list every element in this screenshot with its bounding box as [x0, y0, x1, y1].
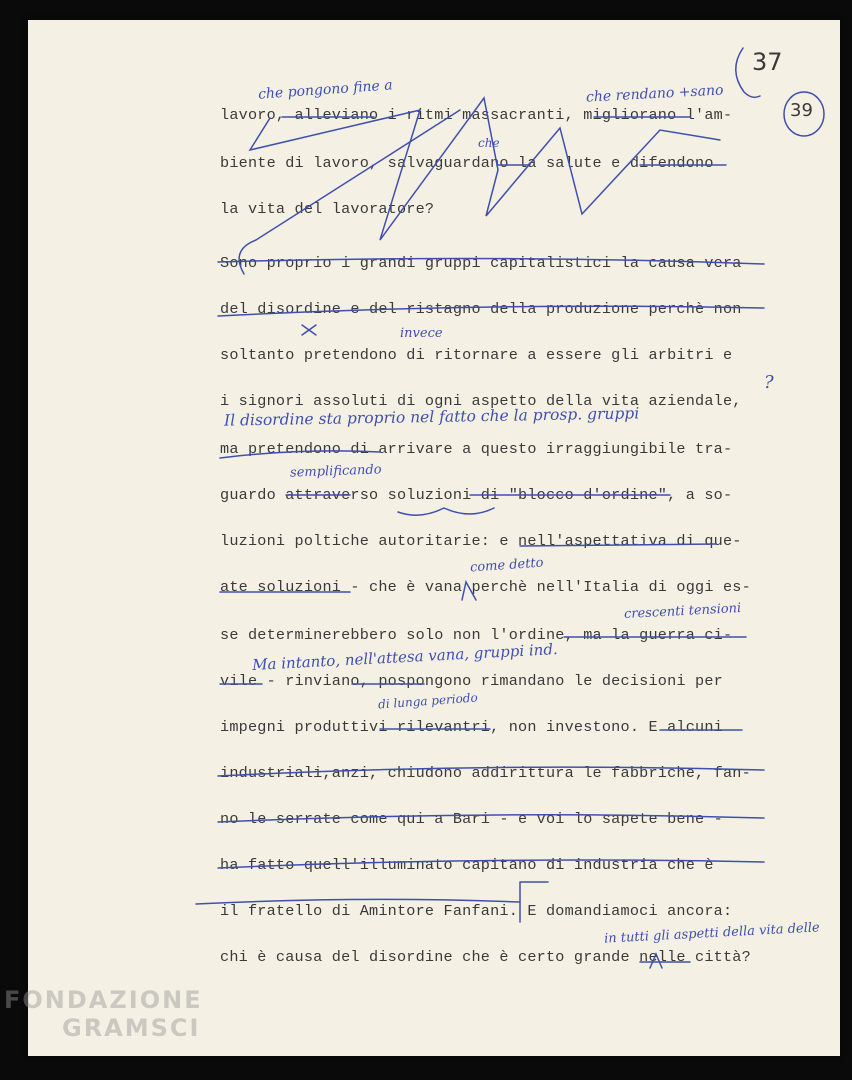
typed-line-11: ate soluzioni - che è vana perchè nell'Italia di oggi es-	[220, 578, 751, 596]
handwritten-note-4: invece	[400, 326, 443, 341]
handwritten-note-11: di lunga periodo	[377, 690, 479, 712]
handwritten-note-8: come detto	[469, 555, 544, 576]
handwritten-note-3: che	[478, 136, 500, 150]
typed-line-15: industriali,anzi, chiudono addirittura le fabbriche, fan-	[220, 764, 751, 782]
typed-line-3: la vita del lavoratore?	[220, 200, 435, 218]
typed-line-1: lavoro, alleviano i ritmi massacranti, migliorano l'am-	[220, 106, 733, 124]
typed-line-4: Sono proprio i grandi gruppi capitalistici la causa vera	[220, 254, 742, 272]
handwritten-note-6: ?	[764, 372, 774, 393]
typed-line-13: vile - rinviano, pospongono rimandano le decisioni per	[220, 672, 723, 690]
typed-line-16: no le serrate come qui a Bari - e voi lo sapete bene -	[220, 810, 723, 828]
typed-line-12: se determinerebbero solo non l'ordine, ma la guerra ci-	[220, 626, 733, 644]
typed-line-17: ha fatto quell'illuminato capitano di industria che è	[220, 856, 714, 874]
folio-number-primary: 37	[752, 48, 783, 76]
typed-line-9: guardo attraverso soluzioni di "blocco d'ordine", a so-	[220, 486, 733, 504]
handwritten-note-10: Ma intanto, nell'attesa vana, gruppi ind.	[251, 640, 559, 674]
typed-line-2: biente di lavoro, salvaguardano la salute e difendono	[220, 154, 714, 172]
typed-line-5: del disordine e del ristagno della produzione perchè non	[220, 300, 742, 318]
typed-line-6: soltanto pretendono di ritornare a essere gli arbitri e	[220, 346, 733, 364]
handwritten-note-9: crescenti tensioni	[623, 600, 742, 623]
typed-line-10: luzioni poltiche autoritarie: e nell'aspettativa di que-	[220, 532, 742, 550]
typed-line-18: il fratello di Amintore Fanfani. E domandiamoci ancora:	[220, 902, 733, 920]
watermark-line-1: FONDAZIONE	[4, 986, 203, 1014]
typed-line-8: ma pretendono di arrivare a questo irraggiungibile tra-	[220, 440, 733, 458]
handwritten-note-5: Il disordine sta proprio nel fatto che la prosp. gruppi	[223, 404, 640, 430]
handwritten-note-12: in tutti gli aspetti della vita delle	[603, 920, 821, 947]
typed-line-7: i signori assoluti di ogni aspetto della vita aziendale,	[220, 392, 742, 410]
handwritten-note-1: che pongono fine a	[257, 77, 394, 103]
handwritten-note-2: che rendano +sano	[585, 82, 724, 106]
typed-line-14: impegni produttivi rilevantri, non investono. E alcuni	[220, 718, 723, 736]
handwritten-note-7: semplificando	[289, 462, 382, 481]
archive-watermark-logo	[4, 986, 203, 1042]
folio-number-secondary: 39	[790, 100, 813, 121]
watermark-line-2: GRAMSCI	[62, 1014, 201, 1042]
typed-line-19: chi è causa del disordine che è certo grande nelle città?	[220, 948, 751, 966]
